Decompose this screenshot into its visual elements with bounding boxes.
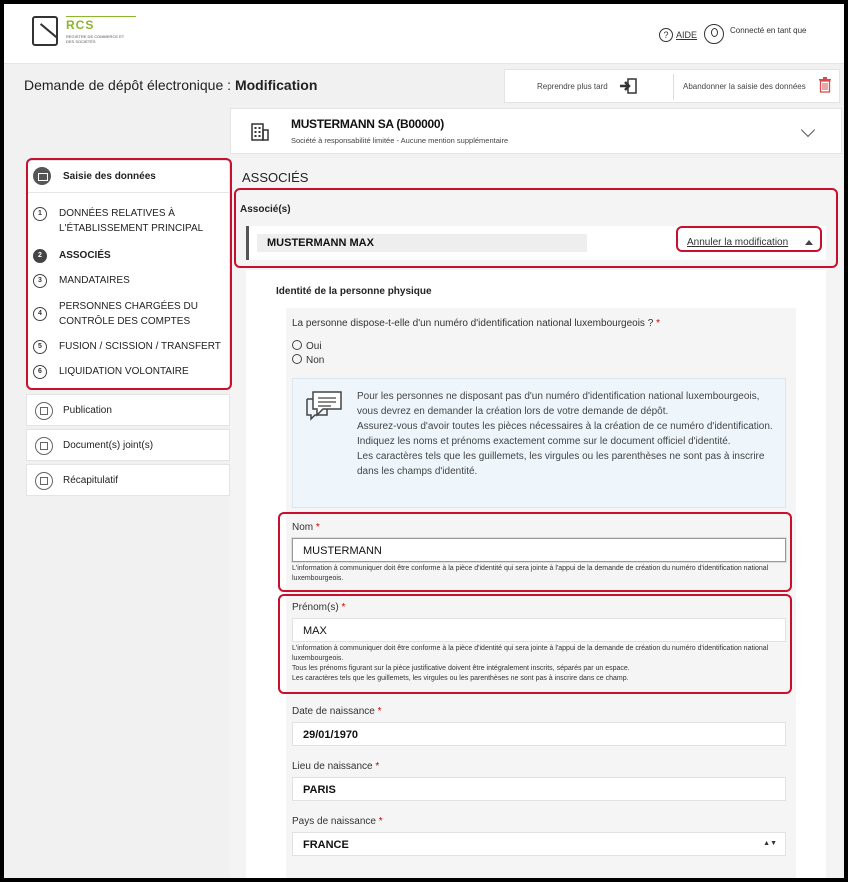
cancel-modification-link[interactable]: Annuler la modification — [687, 237, 789, 248]
prenom-input[interactable]: MAX — [292, 618, 786, 642]
prenom-label — [292, 602, 345, 613]
step-label: ASSOCIÉS — [59, 250, 111, 261]
nom-label-text: Nom — [292, 522, 314, 533]
prenom-help-line: Les caractères tels que les guillemets, les virgules ou les parenthèses ne sont pas à inscrire dans ce champ. — [292, 675, 629, 682]
birthcountry-label-text: Pays de naissance — [292, 816, 376, 827]
radio-no[interactable] — [292, 354, 324, 366]
associate-row[interactable] — [246, 226, 826, 260]
company-description: Société à responsabilité limitée - Aucune mention supplémentaire — [291, 136, 509, 145]
help-link[interactable] — [659, 28, 697, 42]
nom-help: L'information à communiquer doit être conforme à la pièce d'identité qui sera jointe à l'appui de la demande de création du numéro d'identification national luxembourgeois. — [292, 565, 769, 582]
step-label: PERSONNES CHARGÉES DU CONTRÔLE DES COMPTES — [59, 301, 198, 327]
sidebar-item-summary[interactable] — [26, 464, 230, 496]
rcs-logo[interactable] — [32, 16, 142, 56]
trash-icon[interactable] — [819, 77, 831, 93]
actions-divider — [673, 74, 674, 100]
sub-header — [4, 65, 844, 105]
sidebar-item-publication[interactable] — [26, 394, 230, 426]
info-line: Assurez-vous d'avoir toutes les pièces nécessaires à la création de ce numéro d'identification. Indiquez les noms et prénoms exactement comme sur le document officiel d'identité. — [357, 421, 773, 447]
page-title-mode: Modification — [234, 77, 318, 93]
required-mark: * — [377, 706, 382, 717]
question-icon: ? — [659, 28, 673, 42]
panel-title: Identité de la personne physique — [276, 286, 432, 297]
resume-later-button[interactable]: Reprendre plus tard — [537, 82, 608, 91]
info-box — [292, 378, 786, 508]
info-line: Les caractères tels que les guillemets, les virgules ou les parenthèses ne sont pas à inscrire dans les champs d'identité. — [357, 451, 765, 477]
required-mark: * — [656, 318, 660, 329]
main-content — [230, 158, 842, 882]
required-mark: * — [378, 816, 383, 827]
birthdate-input[interactable]: 29/01/1970 — [292, 722, 786, 746]
radio-yes-label: Oui — [306, 341, 322, 352]
birthcountry-label — [292, 816, 383, 827]
step-label: LIQUIDATION VOLONTAIRE — [59, 366, 189, 377]
form-icon — [33, 167, 51, 185]
birthdate-label-text: Date de naissance — [292, 706, 375, 717]
birthplace-input[interactable]: PARIS — [292, 777, 786, 801]
step-label: FUSION / SCISSION / TRANSFERT — [59, 341, 221, 352]
step-label: DONNÉES RELATIVES À L'ÉTABLISSEMENT PRINCIPAL — [59, 208, 204, 234]
info-line: Pour les personnes ne disposant pas d'un numéro d'identification national luxembourgeois, vous devrez en demander la création lors de votre demande de dépôt. — [357, 391, 760, 417]
radio-yes[interactable] — [292, 340, 322, 352]
prenom-help — [292, 644, 786, 684]
step-number: 4 — [33, 307, 47, 321]
top-header — [4, 4, 844, 64]
chevron-down-icon[interactable] — [801, 123, 815, 137]
document-list-icon — [35, 472, 53, 490]
nom-label — [292, 522, 320, 533]
collapse-triangle-icon[interactable] — [805, 240, 813, 245]
page-title-prefix: Demande de dépôt électronique : — [24, 77, 235, 93]
step-number: 1 — [33, 207, 47, 221]
section-title: ASSOCIÉS — [242, 170, 309, 185]
radio-circle[interactable] — [292, 354, 302, 364]
nom-input[interactable]: MUSTERMANN — [292, 538, 786, 562]
chat-bubble-icon — [303, 389, 345, 421]
upload-cloud-icon — [35, 437, 53, 455]
radio-circle[interactable] — [292, 340, 302, 350]
abandon-button[interactable]: Abandonner la saisie des données — [683, 82, 806, 91]
user-label: Connecté en tant que — [730, 26, 807, 35]
logo-subtitle: REGISTRE DE COMMERCE ET DES SOCIÉTÉS — [66, 34, 125, 44]
company-header[interactable] — [230, 108, 842, 154]
step-number: 3 — [33, 274, 47, 288]
national-id-question — [292, 318, 660, 329]
birthplace-label-text: Lieu de naissance — [292, 761, 373, 772]
associates-label: Associé(s) — [240, 204, 291, 215]
step-number: 5 — [33, 340, 47, 354]
newspaper-icon — [35, 402, 53, 420]
associate-name: MUSTERMANN MAX — [267, 237, 374, 249]
actions-bar — [504, 69, 840, 103]
page-title — [24, 77, 317, 93]
company-name: MUSTERMANN SA (B00000) — [291, 117, 444, 131]
help-label: AIDE — [676, 30, 698, 40]
logo-mark-icon — [32, 16, 58, 46]
logo-text: RCS — [66, 18, 95, 32]
steps-header[interactable] — [27, 161, 231, 193]
user-avatar-icon — [704, 24, 724, 44]
exit-arrow-icon — [619, 78, 637, 94]
birthplace-label — [292, 761, 379, 772]
steps-header-label: Saisie des données — [63, 171, 156, 182]
required-mark: * — [375, 761, 380, 772]
sidebar-item-label: Récapitulatif — [63, 475, 119, 486]
identity-panel — [246, 270, 826, 882]
sidebar-item-label: Publication — [63, 405, 112, 416]
birthcountry-select[interactable] — [292, 832, 786, 856]
identity-form — [286, 308, 796, 882]
question-text: La personne dispose-t-elle d'un numéro d'identification national luxembourgeois ? — [292, 318, 654, 329]
required-mark: * — [341, 602, 346, 613]
prenom-help-line: Tous les prénoms figurant sur la pièce justificative doivent être intégralement inscrits, séparés par un espace. — [292, 665, 630, 672]
required-mark: * — [315, 522, 320, 533]
birthcountry-value: FRANCE — [303, 839, 349, 851]
info-text — [357, 389, 777, 479]
building-icon — [251, 123, 269, 141]
select-arrows-icon: ▲▼ — [763, 840, 777, 847]
prenom-label-text: Prénom(s) — [292, 602, 339, 613]
radio-no-label: Non — [306, 355, 325, 366]
step-number: 6 — [33, 365, 47, 379]
birthdate-label — [292, 706, 382, 717]
steps-panel — [26, 160, 230, 390]
sidebar-item-label: Document(s) joint(s) — [63, 440, 154, 451]
step-label: MANDATAIRES — [59, 275, 130, 286]
user-menu[interactable] — [704, 24, 807, 44]
logo-line — [66, 16, 136, 17]
sidebar-item-documents[interactable] — [26, 429, 230, 461]
prenom-help-line: L'information à communiquer doit être conforme à la pièce d'identité qui sera jointe à l'appui de la demande de création du numéro d'identification national luxembourgeois. — [292, 645, 769, 662]
step-number: 2 — [33, 249, 47, 263]
